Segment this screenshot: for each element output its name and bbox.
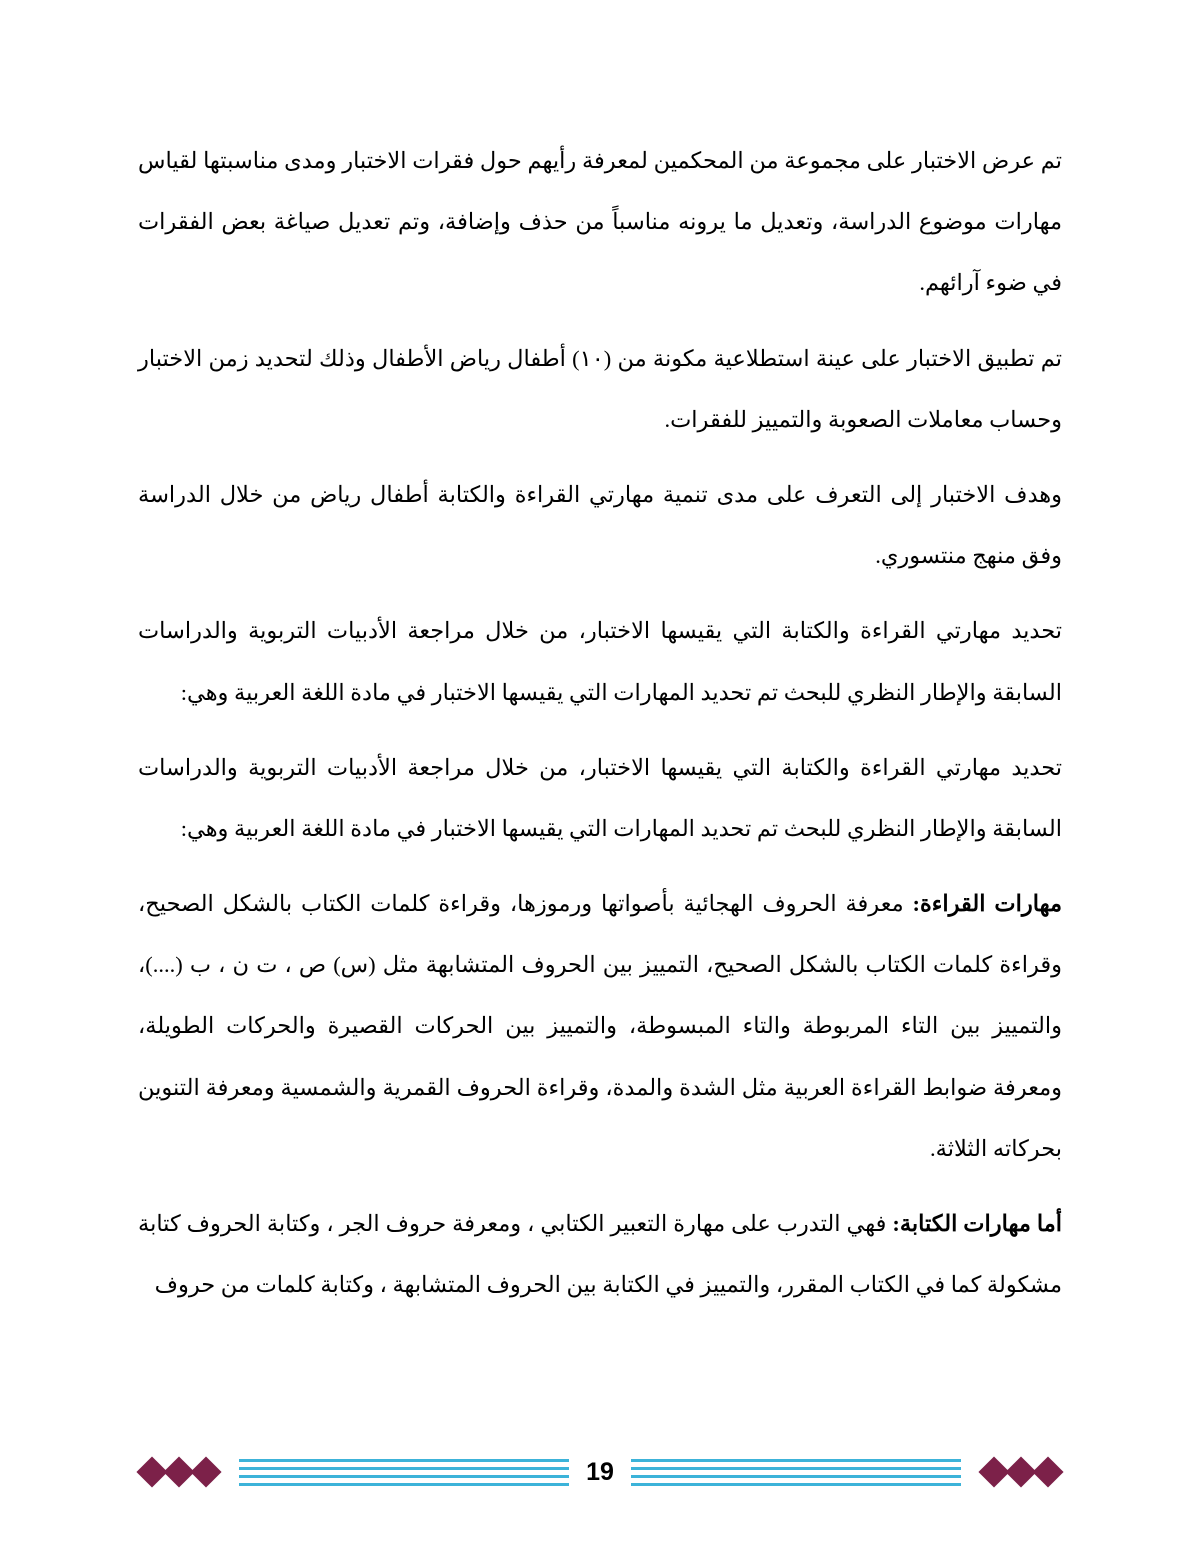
footer-line	[239, 1483, 569, 1486]
footer-line	[239, 1467, 569, 1470]
footer-line	[631, 1483, 961, 1486]
paragraph-7-writing-skills	[138, 1193, 1062, 1315]
footer-line	[631, 1475, 961, 1478]
page-content	[138, 130, 1062, 1329]
footer-line	[631, 1467, 961, 1470]
footer-line	[239, 1459, 569, 1462]
paragraph-2: تم تطبيق الاختبار على عينة استطلاعية مكونة من (١٠) أطفال رياض الأطفال وذلك لتحديد زمن الاختبار وحساب معاملات الصعوبة والتمييز للفقرات.	[138, 345, 1062, 432]
paragraph-4: تحديد مهارتي القراءة والكتابة التي يقيسها الاختبار، من خلال مراجعة الأدبيات التربوية والدراسات السابقة والإطار النظري للبحث تم تحديد المهارات التي يقيسها الاختبار في مادة اللغة العربية وهي:	[138, 618, 1062, 705]
reading-skills-lead: مهارات القراءة:	[912, 891, 1062, 917]
footer-diamonds-left	[141, 1461, 217, 1483]
diamond-icon	[1032, 1456, 1063, 1487]
paragraph-6-reading-skills	[138, 873, 1062, 1179]
paragraph-1: تم عرض الاختبار على مجموعة من المحكمين لمعرفة رأيهم حول فقرات الاختبار ومدى مناسبتها لقياس مهارات موضوع الدراسة، وتعديل ما يرونه مناسباً من حذف وإضافة، وتم تعديل صياغة بعض الفقرات في ضوء آرائهم.	[138, 148, 1062, 296]
footer-line	[631, 1459, 961, 1462]
footer-line	[239, 1475, 569, 1478]
writing-skills-lead: أما مهارات الكتابة:	[892, 1211, 1063, 1236]
paragraph-3: وهدف الاختبار إلى التعرف على مدى تنمية مهارتي القراءة والكتابة أطفال رياض من خلال الدراسة وفق منهج منتسوري.	[138, 481, 1062, 569]
page-number: 19	[586, 1457, 614, 1486]
footer-lines-left	[239, 1459, 569, 1486]
footer-diamonds-right	[983, 1461, 1059, 1483]
footer-lines-right	[631, 1459, 961, 1486]
paragraph-5: تحديد مهارتي القراءة والكتابة التي يقيسها الاختبار، من خلال مراجعة الأدبيات التربوية والدراسات السابقة والإطار النظري للبحث تم تحديد المهارات التي يقيسها الاختبار في مادة اللغة العربية وهي:	[138, 754, 1062, 841]
page-footer	[0, 1449, 1200, 1495]
reading-skills-body: معرفة الحروف الهجائية بأصواتها ورموزها، وقراءة كلمات الكتاب بالشكل الصحيح، وقراءة كلمات الكتاب بالشكل الصحيح، التمييز بين الحروف المتشابهة مثل (س) ص ، ت ن ، ب (....)، والتمييز بين التاء المربوطة والتاء المبسوطة، والتمييز بين الحركات القصيرة والحركات الطويلة، ومعرفة ضوابط القراءة العربية مثل الشدة والمدة، وقراءة الحروف القمرية والشمسية ومعرفة التنوين بحركاته الثلاثة.	[138, 891, 1062, 1161]
diamond-icon	[190, 1456, 221, 1487]
writing-skills-body: فهي التدرب على مهارة التعبير الكتابي ، ومعرفة حروف الجر ، وكتابة الحروف كتابة مشكولة كما في الكتاب المقرر، والتمييز في الكتابة بين الحروف المتشابهة ، وكتابة كلمات من حروف	[138, 1211, 1062, 1298]
